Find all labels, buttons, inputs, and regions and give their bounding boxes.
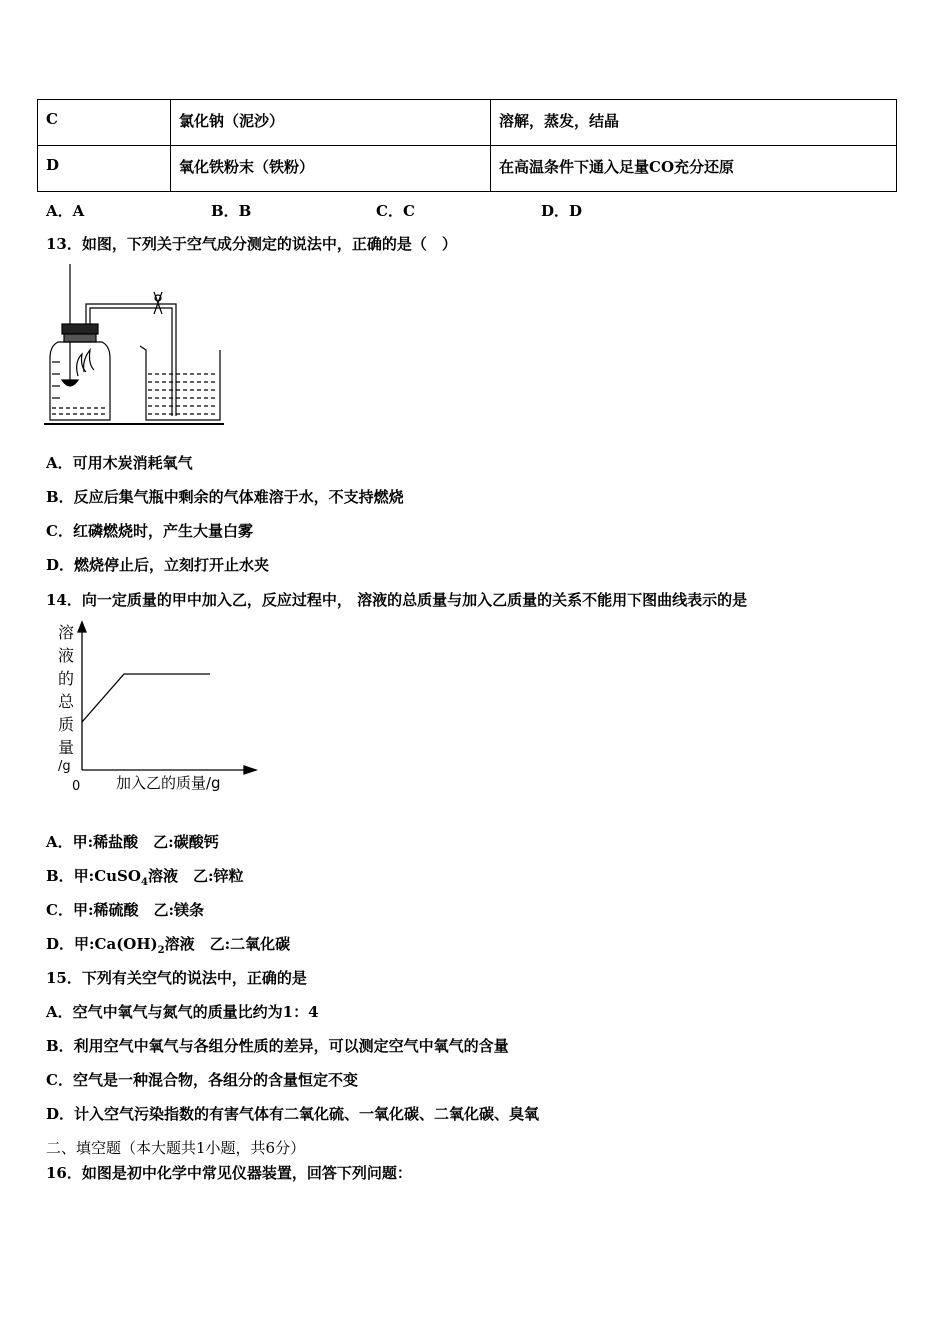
choice-c: C．C [376, 202, 415, 220]
q13-option-b: B．反应后集气瓶中剩余的气体难溶于水，不支持燃烧 [46, 488, 404, 506]
q14-option-a: A．甲:稀盐酸 乙:碳酸钙 [46, 833, 219, 851]
options-table [37, 99, 897, 192]
ylabel-char: 量 [58, 738, 75, 757]
q15-option-a: A．空气中氧气与氮气的质量比约为1：4 [46, 1003, 319, 1021]
curve [82, 674, 210, 722]
q13-option-a: A．可用木炭消耗氧气 [46, 454, 193, 472]
choice-d: D．D [541, 202, 583, 220]
q16-stem: 16．如图是初中化学中常见仪器装置，回答下列问题： [46, 1164, 412, 1182]
q14-option-d [46, 933, 290, 956]
ylabel-char: 液 [58, 646, 75, 665]
q13-option-d: D．燃烧停止后，立刻打开止水夹 [46, 556, 270, 574]
table-row [38, 100, 897, 146]
q13-option-c: C．红磷燃烧时，产生大量白雾 [46, 522, 253, 540]
q14-option-b-sub: 4 [140, 877, 148, 888]
q14-option-c: C．甲:稀硫酸 乙:镁条 [46, 901, 205, 919]
solution-mass-graph [52, 620, 262, 800]
x-axis-arrow [244, 766, 256, 774]
q14-option-d-sub: 2 [157, 945, 165, 956]
q14-option-b-suffix: 溶液 乙:锌粒 [147, 867, 244, 885]
origin-label: 0 [72, 779, 81, 794]
row-method: 溶解，蒸发，结晶 [491, 100, 897, 146]
q15-option-c: C．空气是一种混合物，各组分的含量恒定不变 [46, 1071, 358, 1089]
q14-option-b [46, 865, 243, 888]
q15-stem: 15．下列有关空气的说法中，正确的是 [46, 969, 307, 987]
q15-option-d: D．计入空气污染指数的有害气体有二氧化硫、一氧化碳、二氧化碳、臭氧 [46, 1105, 540, 1123]
row-substance: 氯化钠（泥沙） [171, 100, 491, 146]
choice-a: A．A [46, 202, 85, 220]
xlabel: 加入乙的质量/g [116, 774, 221, 792]
q12-choices [46, 200, 582, 221]
air-composition-apparatus-figure [40, 262, 230, 430]
ylabel-char: 的 [58, 669, 75, 688]
choice-b: B．B [211, 202, 252, 220]
table-row [38, 146, 897, 192]
row-label: C [38, 100, 171, 146]
q13-stem: 13．如图，下列关于空气成分测定的说法中，正确的是（ ） [46, 235, 457, 253]
ylabel-char: 质 [58, 715, 75, 734]
q15-option-b: B．利用空气中氧气与各组分性质的差异，可以测定空气中氧气的含量 [46, 1037, 509, 1055]
q14-option-d-suffix: 溶液 乙:二氧化碳 [164, 935, 291, 953]
q14-option-b-prefix: B．甲:CuSO [46, 867, 141, 885]
ylabel-char: 溶 [58, 623, 75, 642]
row-label: D [38, 146, 171, 192]
ylabel-char: 总 [58, 692, 75, 711]
q14-option-d-prefix: D．甲:Ca(OH) [46, 935, 158, 953]
section-title: 二、填空题（本大题共1小题，共6分） [46, 1139, 306, 1157]
row-method: 在高温条件下通入足量CO充分还原 [491, 146, 897, 192]
q14-stem: 14．向一定质量的甲中加入乙，反应过程中， 溶液的总质量与加入乙质量的关系不能用下图曲线表示的是 [46, 591, 748, 609]
ylabel-unit: /g [58, 759, 71, 774]
row-substance: 氧化铁粉末（铁粉） [171, 146, 491, 192]
y-axis-arrow [78, 622, 86, 632]
